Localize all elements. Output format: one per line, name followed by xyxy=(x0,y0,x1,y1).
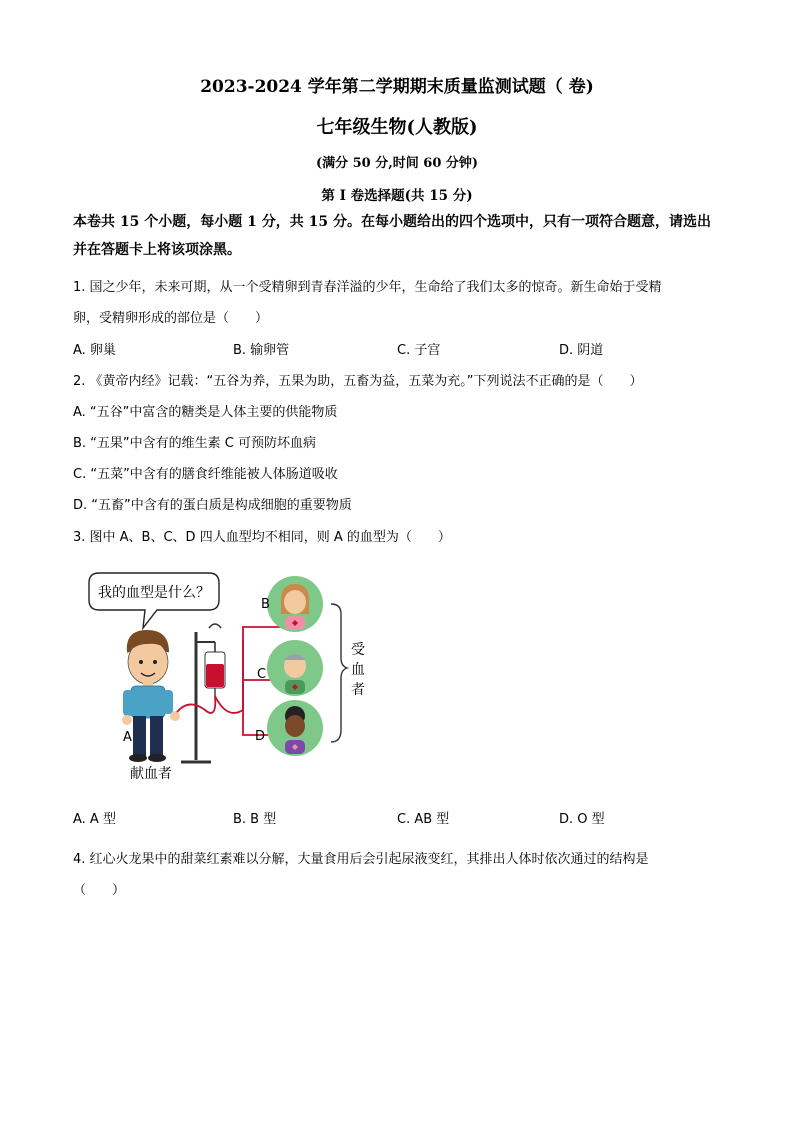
q3-option-b[interactable]: B. B 型 xyxy=(233,812,277,827)
q4-stem-line1: 4. 红心火龙果中的甜菜红素难以分解，大量食用后会引起尿液变红，其排出人体时依次通过的结构是 xyxy=(73,852,649,867)
recipient-label: 受血者 xyxy=(351,642,365,698)
q2-option-c[interactable]: C. “五菜”中含有的膳食纤维能被人体肠道吸收 xyxy=(73,467,338,482)
q1-option-b[interactable]: B. 输卵管 xyxy=(233,343,290,358)
donor-label: 献血者 xyxy=(130,766,172,782)
q3-option-a[interactable]: A. A 型 xyxy=(73,812,116,827)
recipient-c-letter: C xyxy=(257,667,267,682)
exam-subtitle: 七年级生物(人教版) xyxy=(316,117,478,138)
recipient-d-letter: D xyxy=(255,729,266,744)
q2-option-a[interactable]: A. “五谷”中富含的糖类是人体主要的供能物质 xyxy=(73,405,338,420)
q2-option-b[interactable]: B. “五果”中含有的维生素 C 可预防坏血病 xyxy=(73,436,316,451)
speech-bubble xyxy=(89,573,219,628)
score-time: (满分 50 分,时间 60 分钟) xyxy=(315,156,479,171)
q1-option-d[interactable]: D. 阴道 xyxy=(559,343,604,358)
blood-bag xyxy=(205,652,225,696)
q2-stem: 2. 《黄帝内经》记载：“五谷为养，五果为助，五畜为益，五菜为充。”下列说法不正确的是（ ） xyxy=(73,374,643,389)
q1-option-a[interactable]: A. 卵巢 xyxy=(73,343,116,358)
recipient-c xyxy=(267,640,323,696)
speech-text: 我的血型是什么？ xyxy=(98,585,210,601)
q3-stem: 3. 图中 A、B、C、D 四人血型均不相同，则 A 的血型为（ ） xyxy=(73,530,451,545)
q1-stem-line1: 1. 国之少年，未来可期，从一个受精卵到青春洋溢的少年，生命给了我们太多的惊奇。新生命始于受精 xyxy=(73,280,662,295)
blood-transfusion-figure xyxy=(85,570,375,790)
q1-stem-line2: 卵，受精卵形成的部位是（ ） xyxy=(73,311,269,326)
recipient-b-letter: B xyxy=(261,597,270,612)
q2-option-d[interactable]: D. “五畜”中含有的蛋白质是构成细胞的重要物质 xyxy=(73,498,352,513)
exam-title: 2023-2024 学年第二学期期末质量监测试题（ 卷) xyxy=(200,77,594,97)
q4-stem-line2: （ ） xyxy=(73,883,126,898)
q1-option-c[interactable]: C. 子宫 xyxy=(397,343,441,358)
q3-option-c[interactable]: C. AB 型 xyxy=(397,812,450,827)
section-heading: 第 I 卷选择题(共 15 分) xyxy=(321,188,473,204)
donor-letter: A xyxy=(123,730,132,745)
recipient-brace xyxy=(331,604,347,742)
recipient-d xyxy=(267,700,323,756)
instructions: 本卷共 15 个小题，每小题 1 分，共 15 分。在每小题给出的四个选项中，只有一项符合题意，请选出并在答题卡上将该项涂黑。 xyxy=(73,214,711,258)
q3-option-d[interactable]: D. O 型 xyxy=(559,812,605,827)
recipient-b xyxy=(267,576,323,632)
